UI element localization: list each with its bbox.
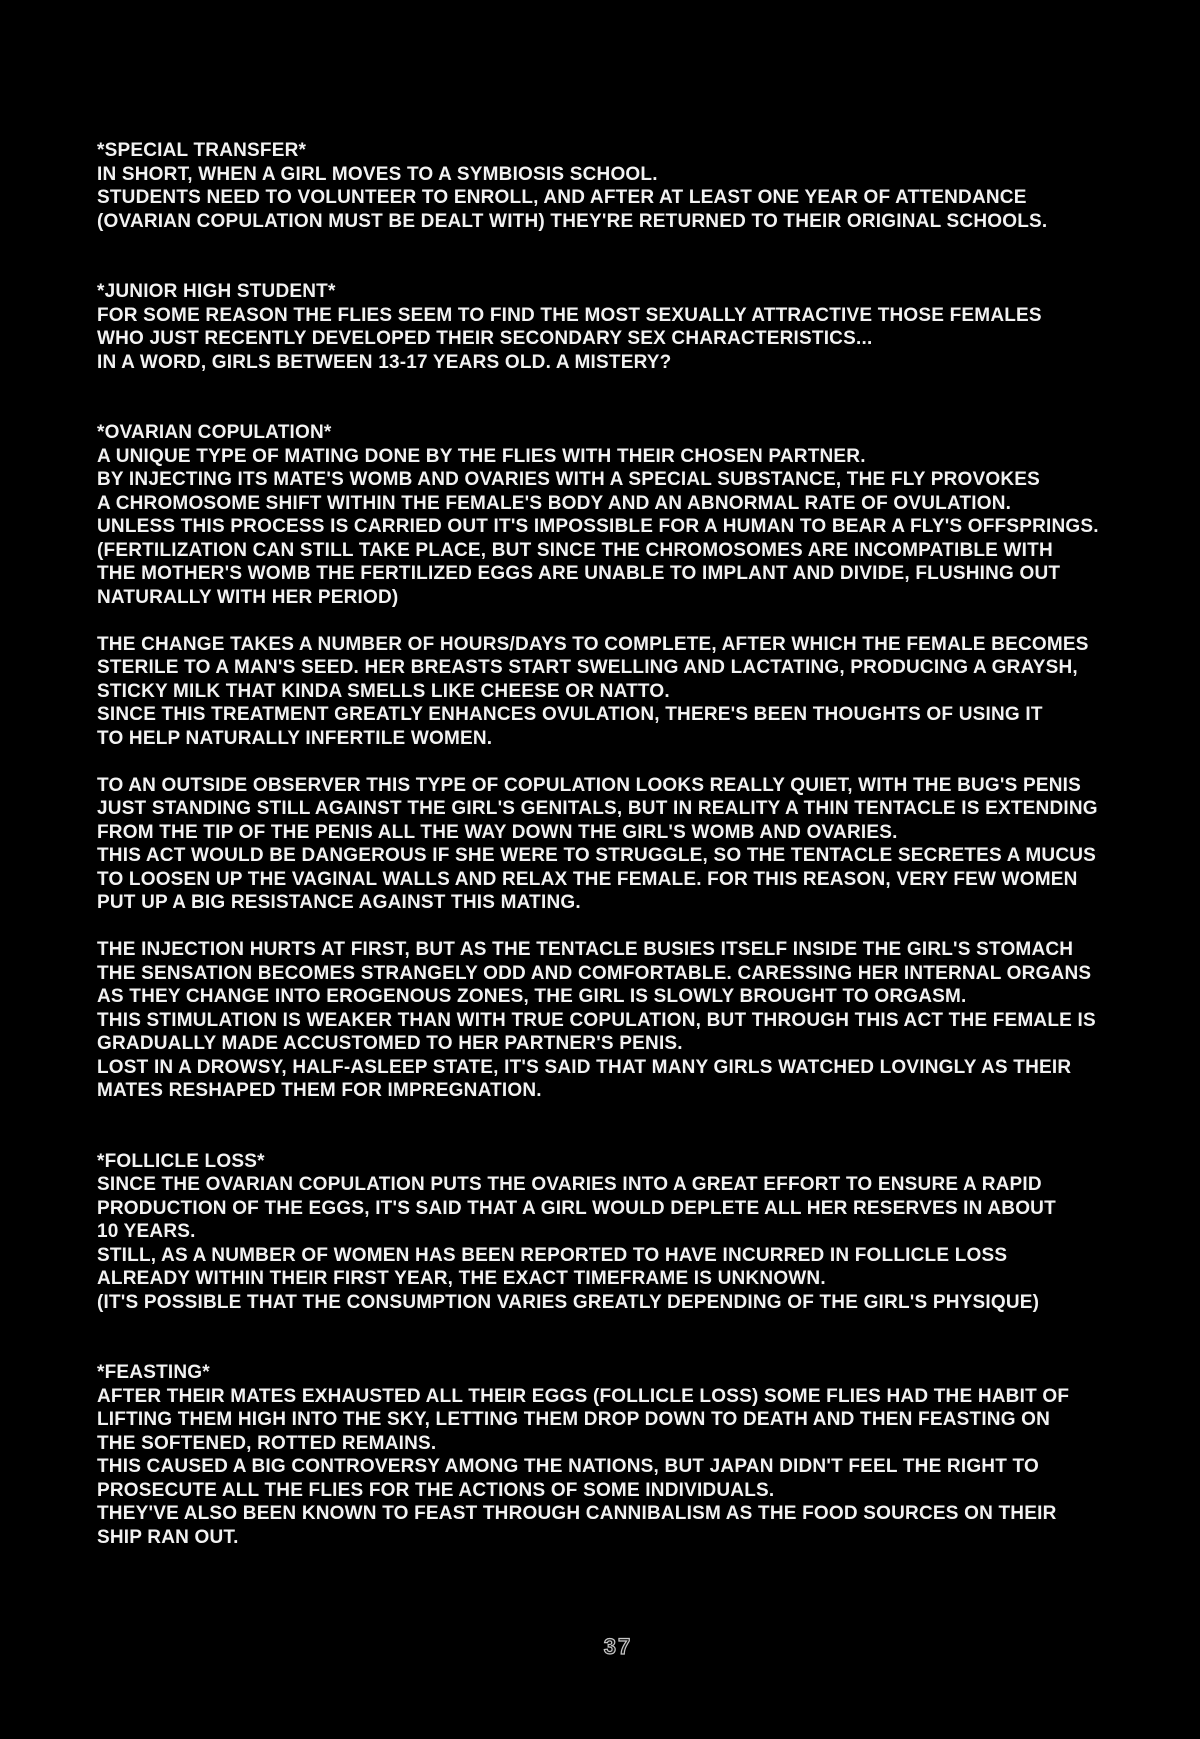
text-line: WHO JUST RECENTLY DEVELOPED THEIR SECONDARY SEX CHARACTERISTICS... (97, 328, 873, 349)
text-line: THE MOTHER'S WOMB THE FERTILIZED EGGS ARE UNABLE TO IMPLANT AND DIVIDE, FLUSHING OUT (97, 563, 1061, 584)
text-line: GRADUALLY MADE ACCUSTOMED TO HER PARTNER'S PENIS. (97, 1033, 683, 1054)
text-line: 10 YEARS. (97, 1221, 196, 1242)
glossary-section (97, 280, 1177, 374)
text-line: THIS ACT WOULD BE DANGEROUS IF SHE WERE TO STRUGGLE, SO THE TENTACLE SECRETES A MUCUS (97, 845, 1097, 866)
text-line: THIS CAUSED A BIG CONTROVERSY AMONG THE NATIONS, BUT JAPAN DIDN'T FEEL THE RIGHT TO (97, 1456, 1039, 1477)
text-line: STERILE TO A MAN'S SEED. HER BREASTS START SWELLING AND LACTATING, PRODUCING A GRAYSH, (97, 657, 1078, 678)
glossary-section (97, 938, 1177, 1103)
text-line: PRODUCTION OF THE EGGS, IT'S SAID THAT A GIRL WOULD DEPLETE ALL HER RESERVES IN ABOUT (97, 1197, 1056, 1219)
glossary-section (97, 633, 1177, 751)
section-heading: *FOLLICLE LOSS* (97, 1150, 265, 1172)
text-line: FROM THE TIP OF THE PENIS ALL THE WAY DOWN THE GIRL'S WOMB AND OVARIES. (97, 821, 898, 843)
glossary-section (97, 421, 1177, 609)
glossary-section (97, 1150, 1177, 1315)
text-line: THEY'VE ALSO BEEN KNOWN TO FEAST THROUGH CANNIBALISM AS THE FOOD SOURCES ON THEIR (97, 1503, 1057, 1524)
text-line: THE SENSATION BECOMES STRANGELY ODD AND COMFORTABLE. CARESSING HER INTERNAL ORGANS (97, 962, 1092, 984)
text-line: MATES RESHAPED THEM FOR IMPREGNATION. (97, 1080, 542, 1101)
glossary-section (97, 1361, 1177, 1549)
section-heading: *SPECIAL TRANSFER* (97, 140, 307, 161)
text-line: NATURALLY WITH HER PERIOD) (97, 586, 399, 608)
text-line: A CHROMOSOME SHIFT WITHIN THE FEMALE'S BODY AND AN ABNORMAL RATE OF OVULATION. (97, 492, 1012, 514)
text-line: TO AN OUTSIDE OBSERVER THIS TYPE OF COPULATION LOOKS REALLY QUIET, WITH THE BUG'S PENIS (97, 774, 1081, 796)
text-line: STICKY MILK THAT KINDA SMELLS LIKE CHEESE OR NATTO. (97, 680, 670, 702)
text-line: (IT'S POSSIBLE THAT THE CONSUMPTION VARIES GREATLY DEPENDING OF THE GIRL'S PHYSIQUE) (97, 1291, 1040, 1313)
text-line: THIS STIMULATION IS WEAKER THAN WITH TRUE COPULATION, BUT THROUGH THIS ACT THE FEMALE IS (97, 1009, 1096, 1031)
text-line: SHIP RAN OUT. (97, 1526, 239, 1548)
text-line: IN A WORD, GIRLS BETWEEN 13-17 YEARS OLD. A MISTERY? (97, 351, 672, 373)
text-line: LIFTING THEM HIGH INTO THE SKY, LETTING THEM DROP DOWN TO DEATH AND THEN FEASTING ON (97, 1409, 1051, 1430)
text-line: STUDENTS NEED TO VOLUNTEER TO ENROLL, AND AFTER AT LEAST ONE YEAR OF ATTENDANCE (97, 187, 1027, 208)
page-content (97, 139, 1177, 1549)
text-line: PUT UP A BIG RESISTANCE AGAINST THIS MATING. (97, 892, 581, 913)
glossary-section (97, 139, 1177, 233)
text-line: THE INJECTION HURTS AT FIRST, BUT AS THE TENTACLE BUSIES ITSELF INSIDE THE GIRL'S STOMACH (97, 939, 1074, 960)
text-line: AS THEY CHANGE INTO EROGENOUS ZONES, THE GIRL IS SLOWLY BROUGHT TO ORGASM. (97, 986, 967, 1007)
text-line: SINCE THE OVARIAN COPULATION PUTS THE OVARIES INTO A GREAT EFFORT TO ENSURE A RAPID (97, 1174, 1042, 1195)
text-line: THE SOFTENED, ROTTED REMAINS. (97, 1432, 437, 1454)
section-heading: *FEASTING* (97, 1362, 210, 1383)
text-line: THE CHANGE TAKES A NUMBER OF HOURS/DAYS TO COMPLETE, AFTER WHICH THE FEMALE BECOMES (97, 633, 1089, 655)
text-line: SINCE THIS TREATMENT GREATLY ENHANCES OVULATION, THERE'S BEEN THOUGHTS OF USING IT (97, 704, 1043, 725)
text-line: UNLESS THIS PROCESS IS CARRIED OUT IT'S IMPOSSIBLE FOR A HUMAN TO BEAR A FLY'S OFFSPRINGS. (97, 516, 1099, 537)
text-line: JUST STANDING STILL AGAINST THE GIRL'S GENITALS, BUT IN REALITY A THIN TENTACLE IS EXTENDING (97, 798, 1098, 819)
page-number: 37 (603, 1634, 633, 1659)
section-heading: *JUNIOR HIGH STUDENT* (97, 281, 336, 302)
text-line: ALREADY WITHIN THEIR FIRST YEAR, THE EXACT TIMEFRAME IS UNKNOWN. (97, 1268, 826, 1289)
text-line: TO HELP NATURALLY INFERTILE WOMEN. (97, 727, 493, 749)
text-line: FOR SOME REASON THE FLIES SEEM TO FIND THE MOST SEXUALLY ATTRACTIVE THOSE FEMALES (97, 304, 1042, 326)
text-line: A UNIQUE TYPE OF MATING DONE BY THE FLIES WITH THEIR CHOSEN PARTNER. (97, 445, 866, 467)
section-heading: *OVARIAN COPULATION* (97, 422, 332, 443)
text-line: STILL, AS A NUMBER OF WOMEN HAS BEEN REPORTED TO HAVE INCURRED IN FOLLICLE LOSS (97, 1244, 1008, 1266)
text-line: PROSECUTE ALL THE FLIES FOR THE ACTIONS OF SOME INDIVIDUALS. (97, 1479, 775, 1501)
text-line: (OVARIAN COPULATION MUST BE DEALT WITH) THEY'RE RETURNED TO THEIR ORIGINAL SCHOOLS. (97, 210, 1048, 232)
text-line: (FERTILIZATION CAN STILL TAKE PLACE, BUT SINCE THE CHROMOSOMES ARE INCOMPATIBLE WITH (97, 539, 1053, 561)
text-line: AFTER THEIR MATES EXHAUSTED ALL THEIR EGGS (FOLLICLE LOSS) SOME FLIES HAD THE HABIT OF (97, 1385, 1070, 1407)
text-line: TO LOOSEN UP THE VAGINAL WALLS AND RELAX THE FEMALE. FOR THIS REASON, VERY FEW WOMEN (97, 868, 1078, 890)
glossary-section (97, 774, 1177, 915)
text-line: IN SHORT, WHEN A GIRL MOVES TO A SYMBIOSIS SCHOOL. (97, 163, 658, 185)
text-line: BY INJECTING ITS MATE'S WOMB AND OVARIES WITH A SPECIAL SUBSTANCE, THE FLY PROVOKES (97, 469, 1041, 490)
text-line: LOST IN A DROWSY, HALF-ASLEEP STATE, IT'S SAID THAT MANY GIRLS WATCHED LOVINGLY AS THEIR (97, 1056, 1072, 1078)
